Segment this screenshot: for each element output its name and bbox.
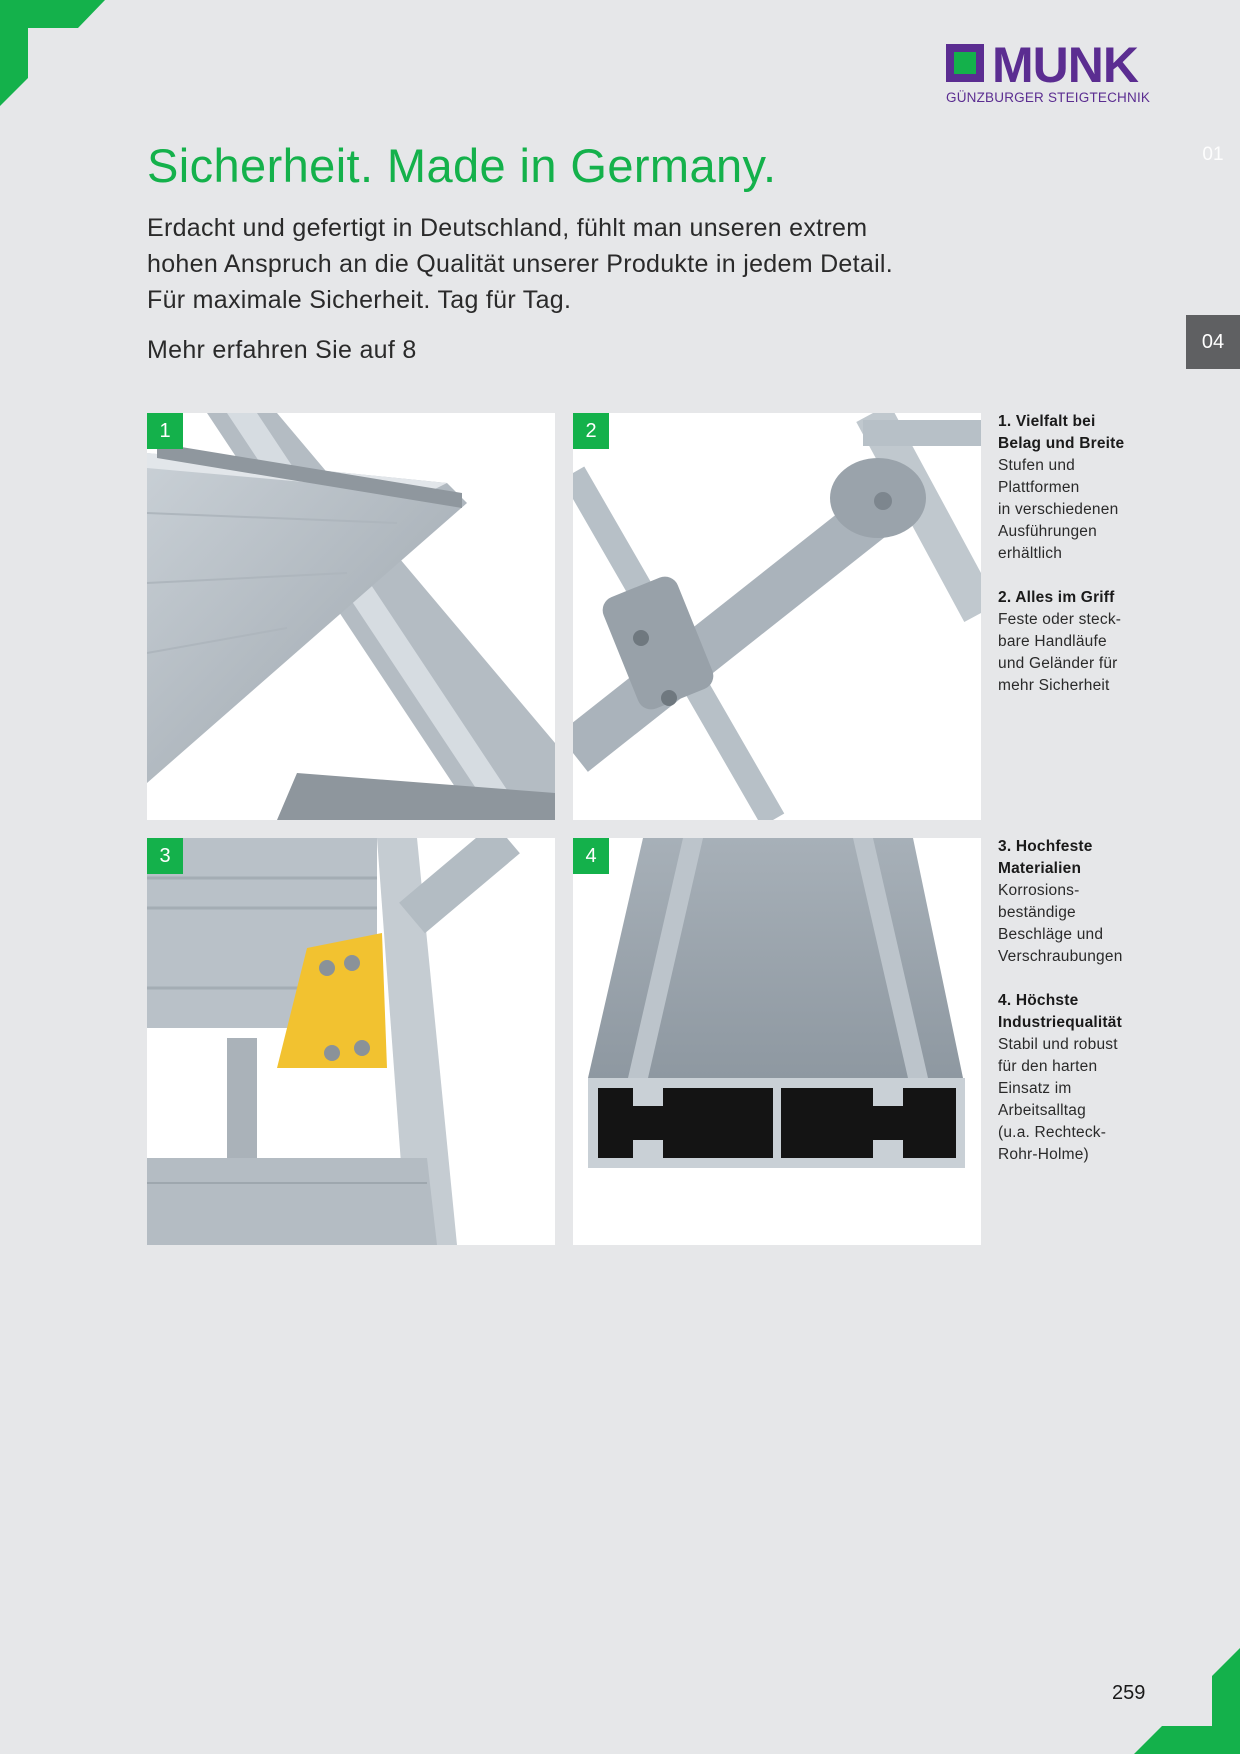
munk-logo-mark-icon	[946, 44, 984, 82]
caption-body-line: Verschraubungen	[998, 948, 1123, 965]
photo-steps	[147, 413, 555, 820]
chapter-tab-01[interactable]: 01	[1202, 144, 1224, 165]
caption-body-line: Beschläge und	[998, 926, 1104, 943]
caption-body-line: für den harten	[998, 1058, 1098, 1075]
caption-title-line: 4. Höchste	[998, 992, 1079, 1009]
handrail-illustration	[573, 413, 981, 820]
caption-body-line: Stufen und	[998, 457, 1075, 474]
steps-illustration	[147, 413, 555, 820]
caption-body-line: beständige	[998, 904, 1076, 921]
photo-handrail	[573, 413, 981, 820]
profile-illustration	[573, 838, 981, 1245]
caption-body-line: Einsatz im	[998, 1080, 1072, 1097]
photo-bracket	[147, 838, 555, 1245]
caption-3	[998, 836, 1148, 968]
caption-group-bottom	[998, 836, 1148, 1188]
photo-number-badge: 1	[147, 413, 183, 449]
caption-title-line: 2. Alles im Griff	[998, 589, 1115, 606]
caption-body-line: Arbeitsalltag	[998, 1102, 1086, 1119]
caption-1	[998, 411, 1148, 565]
page-number: 259	[1112, 1682, 1146, 1704]
photo-number-badge: 2	[573, 413, 609, 449]
photo-profile	[573, 838, 981, 1245]
caption-body-line: in verschiedenen	[998, 501, 1119, 518]
bracket-illustration	[147, 838, 555, 1245]
corner-mark-bottom-right	[1130, 1644, 1240, 1754]
caption-body-line: Ausführungen	[998, 523, 1097, 540]
munk-logo	[946, 37, 1156, 106]
caption-body-line: Stabil und robust	[998, 1036, 1118, 1053]
page-title: Sicherheit. Made in Germany.	[147, 139, 777, 192]
intro-paragraph: Erdacht und gefertigt in Deutschland, fühlt man unseren extrem hohen Anspruch an die Qualität unserer Produkte in jedem Detail. Für maximale Sicherheit. Tag für Tag.	[147, 214, 894, 314]
caption-body-line: bare Handläufe	[998, 633, 1107, 650]
photo-number-badge: 3	[147, 838, 183, 874]
caption-body-line: Rohr-Holme)	[998, 1146, 1089, 1163]
caption-title-line: Industriequalität	[998, 1014, 1122, 1031]
caption-title-line: Belag und Breite	[998, 435, 1125, 452]
photo-number-badge: 4	[573, 838, 609, 874]
caption-body-line: mehr Sicherheit	[998, 677, 1110, 694]
chapter-tab-04-active[interactable]: 04	[1186, 315, 1240, 369]
caption-title-line: 1. Vielfalt bei	[998, 413, 1096, 430]
logo-tagline: GÜNZBURGER STEIGTECHNIK	[946, 90, 1151, 105]
caption-body-line: Korrosions-	[998, 882, 1080, 899]
caption-4	[998, 990, 1148, 1166]
caption-body-line: (u.a. Rechteck-	[998, 1124, 1107, 1141]
caption-title-line: 3. Hochfeste	[998, 838, 1093, 855]
caption-title-line: Materialien	[998, 860, 1082, 877]
caption-group-top	[998, 411, 1148, 719]
caption-body-line: erhältlich	[998, 545, 1063, 562]
caption-body-line: Plattformen	[998, 479, 1080, 496]
more-info-reference: Mehr erfahren Sie auf 8	[147, 336, 417, 364]
caption-body-line: und Geländer für	[998, 655, 1118, 672]
logo-wordmark: MUNK	[992, 37, 1138, 93]
caption-body-line: Feste oder steck-	[998, 611, 1122, 628]
corner-mark-top-left	[0, 0, 110, 110]
caption-2	[998, 587, 1148, 697]
